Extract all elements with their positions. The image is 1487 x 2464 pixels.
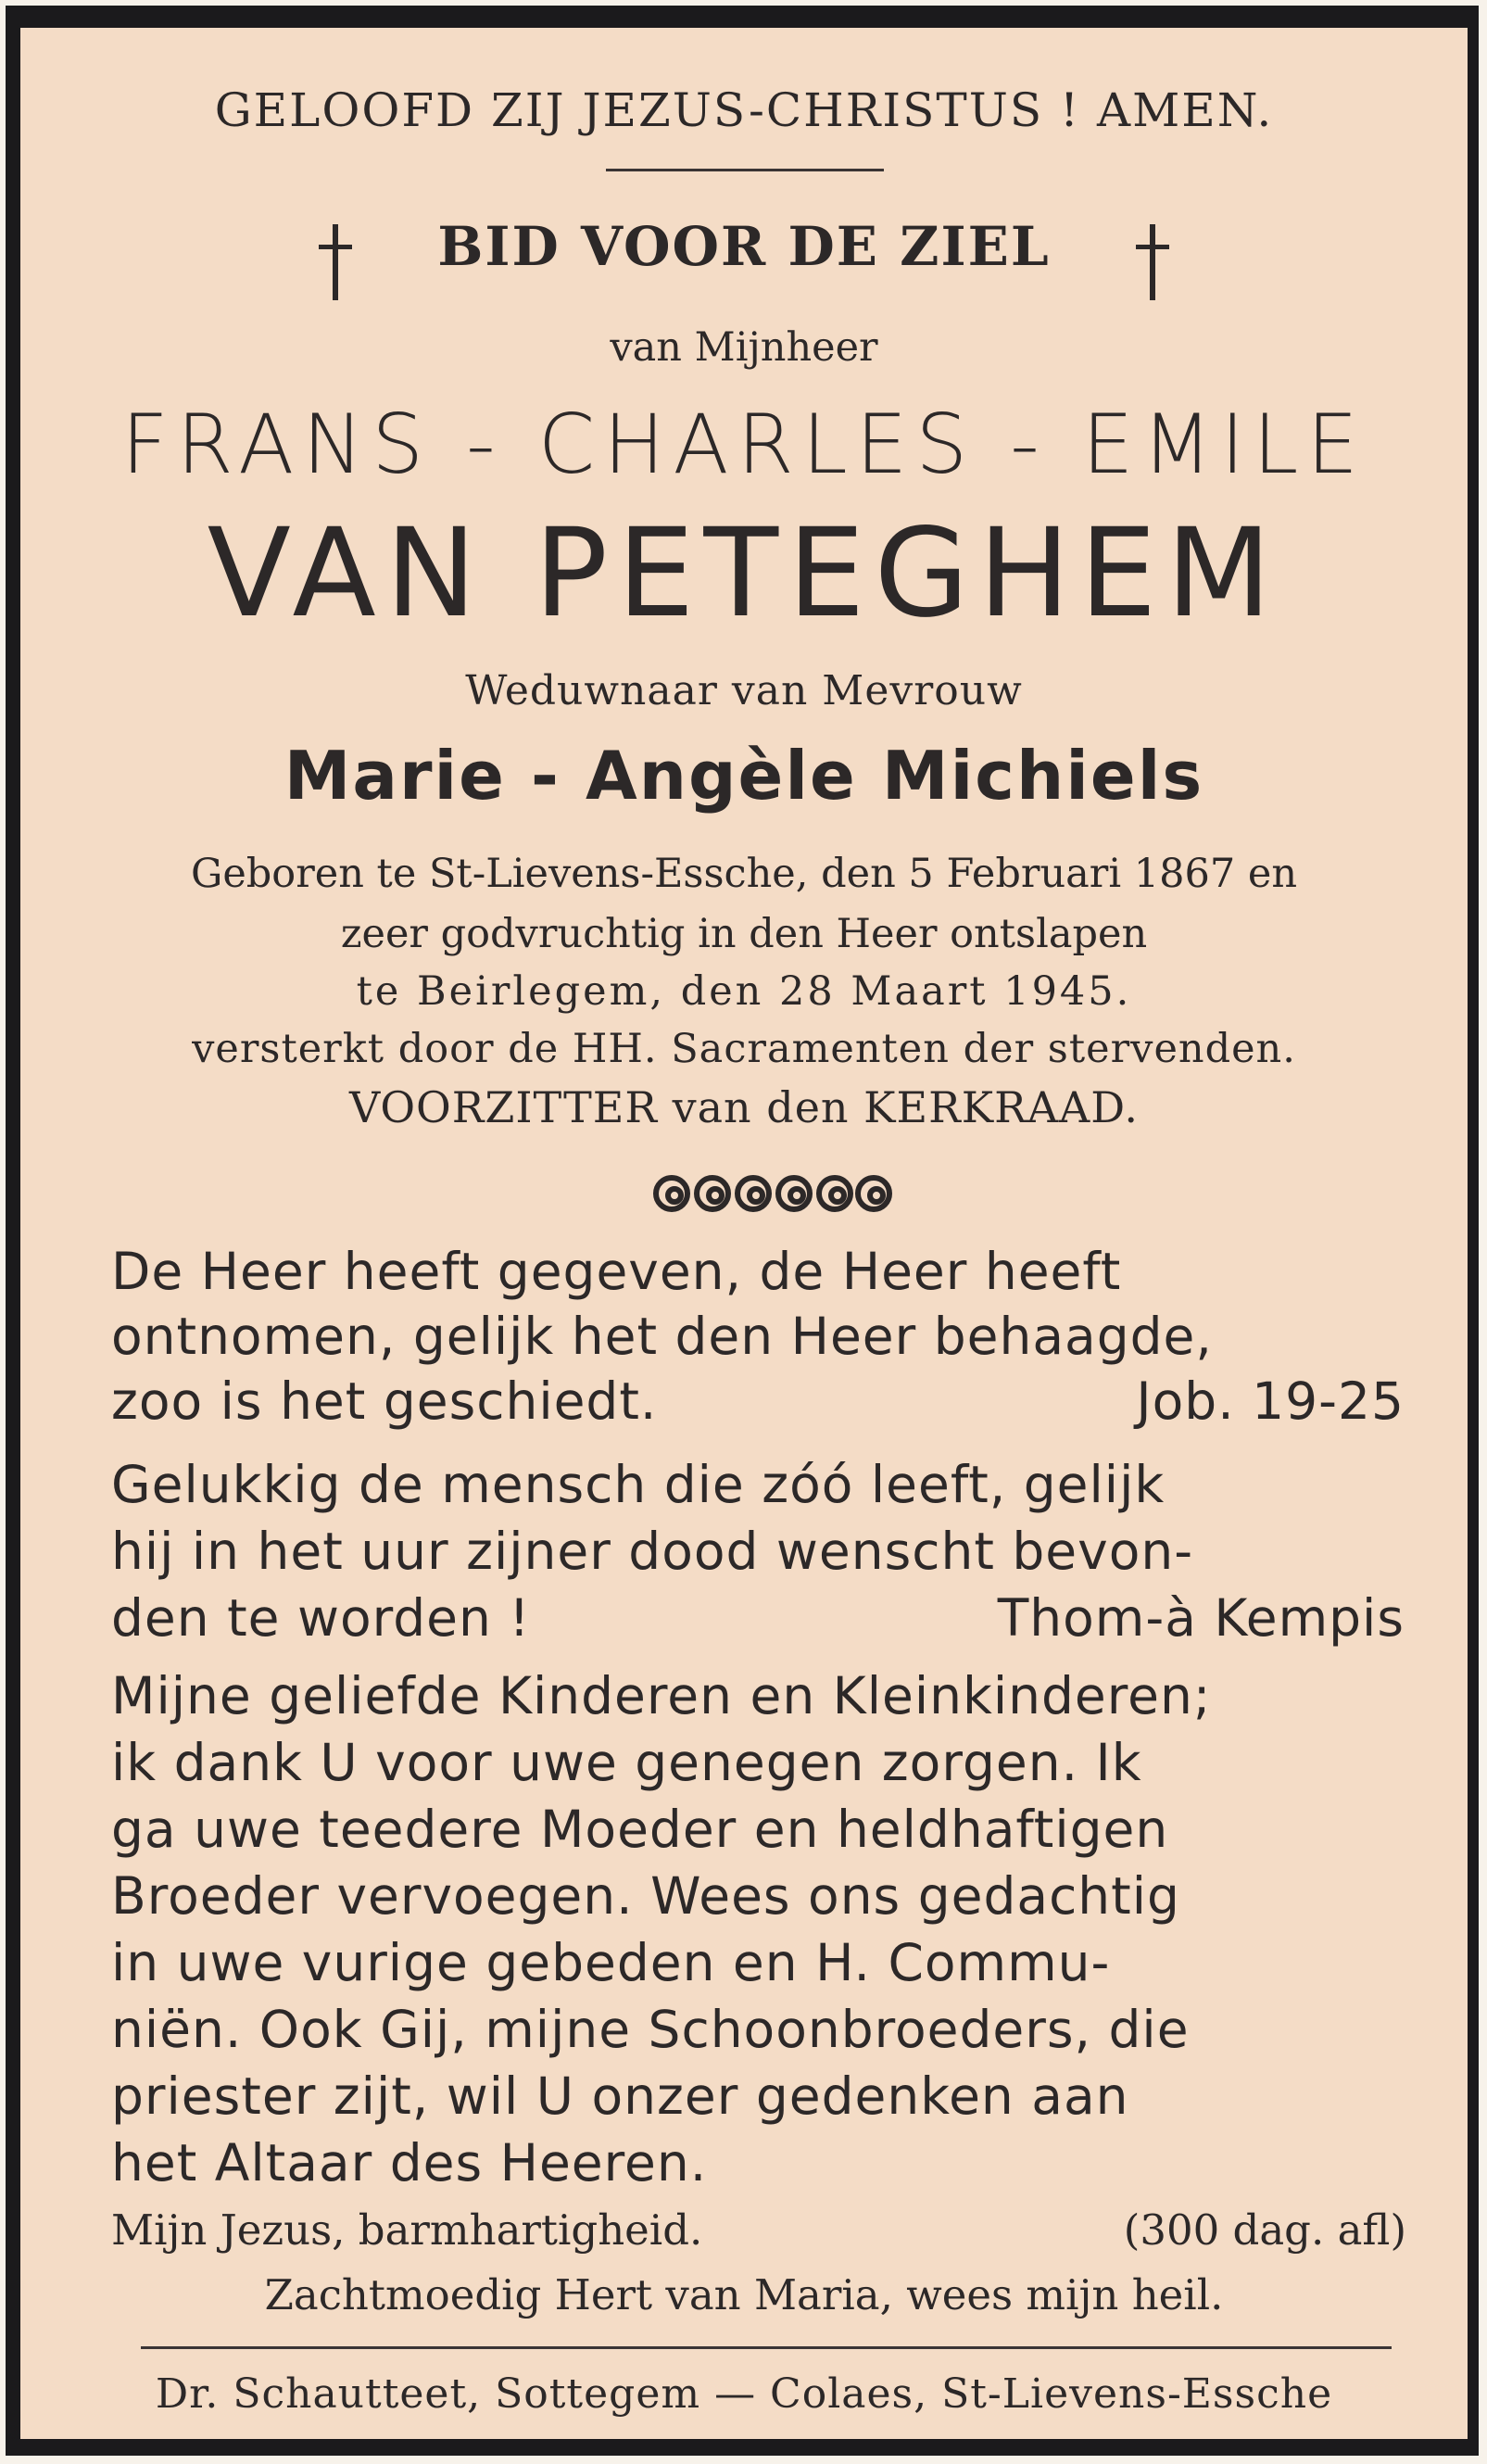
message-line: ga uwe teedere Moeder en heldhaftigen xyxy=(111,1800,1169,1859)
message-line: Mijne geliefde Kinderen en Kleinkinderen; xyxy=(111,1666,1212,1725)
indulgence-note: (300 dag. afl) xyxy=(1123,2205,1406,2255)
salutation: GELOOFD ZIJ JEZUS-CHRISTUS ! AMEN. xyxy=(214,83,1274,137)
message-line: priester zijt, wil U onzer gedenken aan xyxy=(111,2066,1129,2126)
bio-line: zeer godvruchtig in den Heer ontslapen xyxy=(340,911,1148,957)
ornament-scroll-icon xyxy=(651,1166,892,1221)
bio-line: versterkt door de HH. Sacramenten der stervenden. xyxy=(192,1026,1296,1072)
bottom-divider xyxy=(141,2346,1392,2349)
printer-credit: Dr. Schautteet, Sottegem — Colaes, St-Lievens-Essche xyxy=(155,2370,1333,2418)
verse-line: den te worden ! xyxy=(111,1588,531,1648)
wife-name: Marie - Angèle Michiels xyxy=(284,737,1204,815)
verse-line: ontnomen, gelijk het den Heer behaagde, xyxy=(111,1307,1213,1366)
verse-reference: Thom-à Kempis xyxy=(997,1588,1405,1648)
verse-line: Gelukkig de mensch die zóó leeft, gelijk xyxy=(111,1455,1166,1514)
top-divider xyxy=(606,169,884,171)
message-line: in uwe vurige gebeden en H. Commu- xyxy=(111,1933,1111,1992)
memorial-card xyxy=(6,6,1479,2456)
message-line: niën. Ook Gij, mijne Schoonbroeders, die xyxy=(111,2000,1190,2059)
prayer-line: Zachtmoedig Hert van Maria, wees mijn heil. xyxy=(264,2270,1224,2319)
office-line: VOORZITTER van den KERKRAAD. xyxy=(348,1082,1140,1132)
message-line: ik dank U voor uwe genegen zorgen. Ik xyxy=(111,1733,1142,1792)
surname: VAN PETEGHEM xyxy=(207,502,1281,645)
farewell-message xyxy=(111,1666,1405,2204)
message-line: het Altaar des Heeren. xyxy=(111,2133,708,2192)
verse-reference: Job. 19-25 xyxy=(1136,1371,1405,1431)
verse-kempis xyxy=(111,1455,1405,1649)
verse-line: De Heer heeft gegeven, de Heer heeft xyxy=(111,1242,1122,1301)
given-names: FRANS - CHARLES - EMILE xyxy=(120,397,1367,492)
cross-icon xyxy=(1132,224,1173,308)
bio-line: Geboren te St-Lievens-Essche, den 5 Februari 1867 en xyxy=(190,851,1298,897)
widower-line: Weduwnaar van Mevrouw xyxy=(465,667,1023,714)
intro-line: van Mijnheer xyxy=(610,324,878,371)
verse-line: hij in het uur zijner dood wenscht bevon- xyxy=(111,1522,1194,1581)
verse-job xyxy=(111,1242,1405,1436)
pray-heading: BID VOOR DE ZIEL xyxy=(437,215,1051,278)
bio-line: te Beirlegem, den 28 Maart 1945. xyxy=(356,968,1132,1015)
prayer-line: Mijn Jezus, barmhartigheid. xyxy=(111,2205,703,2255)
message-line: Broeder vervoegen. Wees ons gedachtig xyxy=(111,1866,1180,1926)
verse-line: zoo is het geschiedt. xyxy=(111,1371,658,1431)
